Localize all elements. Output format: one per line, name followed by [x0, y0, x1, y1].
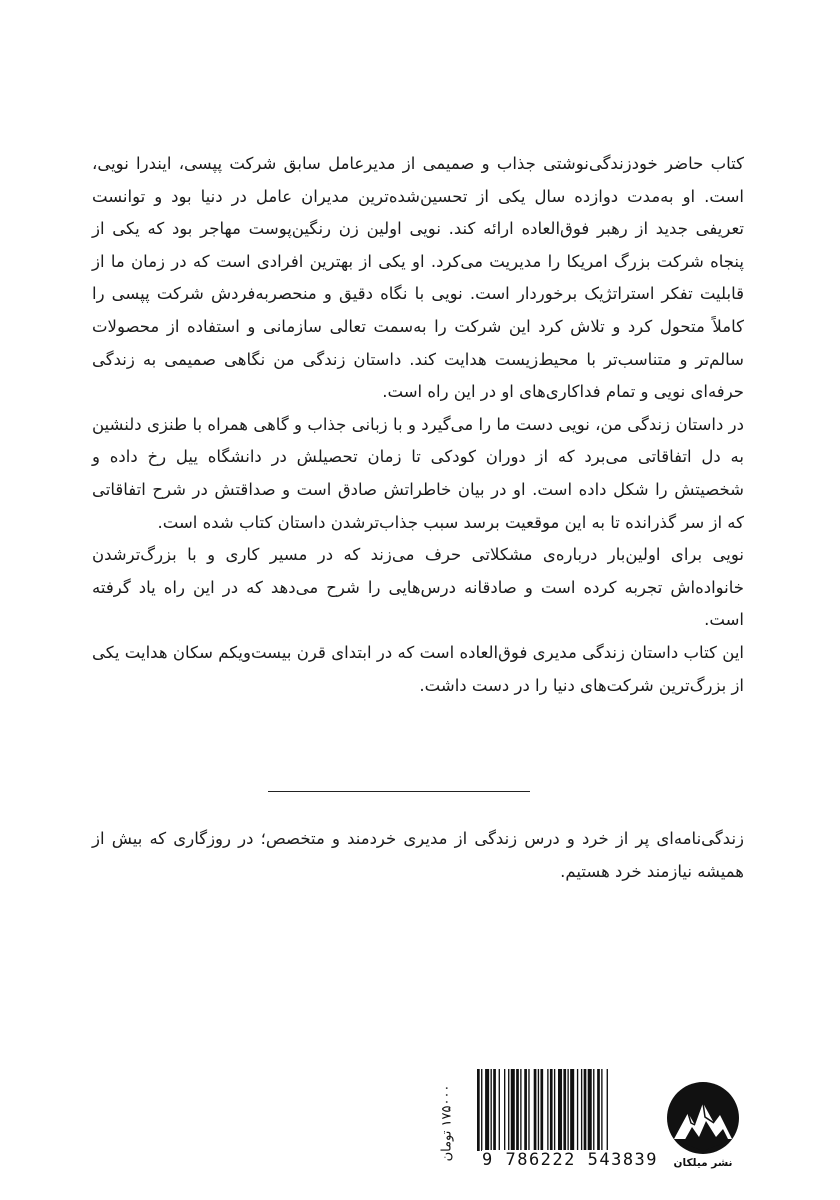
price-text: ۱۷۵۰۰۰ تومان — [439, 1084, 455, 1162]
blurb-paragraph-3: نویی برای اولین‌بار درباره‌ی مشکلاتی حرف می‌زند که در مسیر کاری و با بزرگ‌ترشدن خانواده‌اش تجربه کرده است و صادقانه درس‌هایی را شرح می‌دهد که در این راه یاد گرفته است. — [92, 545, 744, 630]
mountains-circle-icon — [666, 1081, 740, 1155]
section-divider — [268, 791, 530, 792]
isbn-number: 9 786222 543839 — [482, 1150, 659, 1170]
publisher-name: نشر میلکان — [673, 1157, 733, 1169]
price-label — [432, 1070, 462, 1176]
blurb-text — [92, 148, 744, 702]
blurb-paragraph-4: این کتاب داستان زندگی مدیری فوق‌العاده است که در ابتدای قرن بیست‌ویکم سکان هدایت یکی از بزرگ‌ترین شرکت‌های دنیا را در دست داشت. — [92, 642, 744, 695]
blurb-paragraph-2: در داستان زندگی من، نویی دست ما را می‌گیرد و با زبانی جذاب و گاهی همراه با طنزی دلنشین به دل اتفاقاتی می‌برد که از دوران کودکی تا زمان تحصیلش در دانشگاه ییل رخ داده و شخصیتش را شکل داده است. او در بیان خاطراتش صادق است و صداقتش در شرح اتفاقاتی که از سر گذرانده تا به این موقعیت برسد سبب جذاب‌ترشدن داستان کتاب شده است. — [92, 414, 744, 532]
publisher-logo — [666, 1081, 740, 1177]
quote-text — [92, 823, 744, 888]
quote-paragraph: زندگی‌نامه‌ای پر از خرد و درس زندگی از مدیری خردمند و متخصص؛ در روزگاری که بیش از همیشه نیازمند خرد هستیم. — [92, 829, 744, 881]
barcode-bars — [474, 1069, 654, 1151]
blurb-paragraph-1: کتاب حاضر خودزندگی‌نوشتی جذاب و صمیمی از مدیرعامل سابق شرکت پپسی، ایندرا نویی، است. او به‌مدت دوازده سال یکی از تحسین‌شده‌ترین مدیران عامل در دنیا بود و توانست تعریفی جدید از رهبر فوق‌العاده ارائه کند. نویی اولین زن رنگین‌پوست مهاجر بود که یکی از پنجاه شرکت بزرگ امریکا را مدیریت می‌کرد. او یکی از بهترین افرادی است که در زمان ما از قابلیت تفکر استراتژیک برخوردار است. نویی با نگاه دقیق و منحصربه‌فردش شرکت پپسی را کاملاً متحول کرد و تلاش کرد این شرکت را به‌سمت تعالی سازمانی و استفاده از محصولات سالم‌تر و متناسب‌تر با محیط‌زیست هدایت کند. داستان زندگی من نگاهی صمیمی به زندگی حرفه‌ای نویی و تمام فداکاری‌های او در این راه است. — [92, 154, 744, 402]
